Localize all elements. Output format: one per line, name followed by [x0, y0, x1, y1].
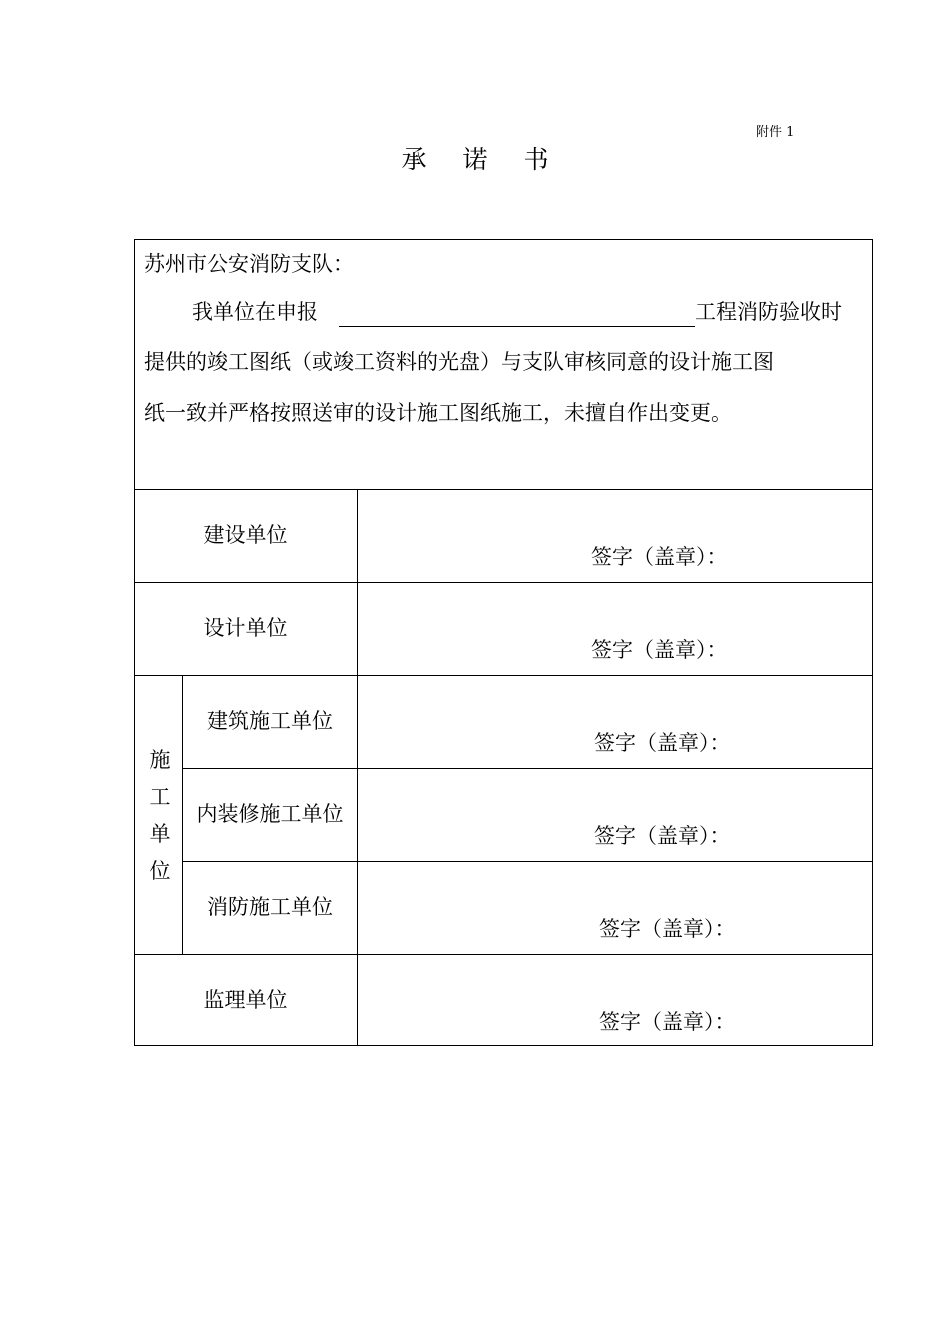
row-divider	[134, 954, 873, 955]
letter-line-1-start: 我单位在申报	[192, 300, 318, 324]
title-char: 承	[401, 145, 427, 174]
row-divider	[134, 489, 873, 490]
signature-field[interactable]: 签字（盖章）：	[591, 545, 728, 569]
row-label-fire-contractor: 消防施工单位	[207, 895, 333, 919]
signature-field[interactable]: 签字（盖章）：	[594, 731, 731, 755]
row-divider	[134, 582, 873, 583]
group-label-char: 施	[149, 748, 171, 772]
project-name-blank	[339, 326, 695, 327]
row-divider	[183, 861, 873, 862]
signature-field[interactable]: 签字（盖章）：	[591, 638, 728, 662]
row-divider	[183, 768, 873, 769]
row-label-construction-unit: 建设单位	[203, 523, 288, 547]
letter-line-2: 提供的竣工图纸（或竣工资料的光盘）与支队审核同意的设计施工图	[144, 350, 774, 374]
group-label-construction	[148, 742, 172, 890]
group-label-char: 工	[149, 785, 171, 809]
row-label-supervision-unit: 监理单位	[203, 988, 288, 1012]
column-divider	[357, 489, 358, 1046]
title-char: 诺	[462, 145, 488, 174]
row-label-interior-contractor: 内装修施工单位	[196, 802, 344, 826]
page-title	[0, 140, 950, 176]
attachment-label: 附件 1	[756, 125, 795, 140]
signature-field[interactable]: 签字（盖章）：	[599, 917, 736, 941]
letter-line-3: 纸一致并严格按照送审的设计施工图纸施工，未擅自作出变更。	[144, 401, 732, 425]
salutation: 苏州市公安消防支队：	[144, 252, 354, 276]
signature-field[interactable]: 签字（盖章）：	[599, 1010, 736, 1034]
row-label-building-contractor: 建筑施工单位	[207, 709, 333, 733]
row-divider	[134, 675, 873, 676]
group-label-char: 位	[149, 859, 171, 883]
signature-field[interactable]: 签字（盖章）：	[594, 824, 731, 848]
row-label-design-unit: 设计单位	[203, 616, 288, 640]
group-label-char: 单	[149, 822, 171, 846]
letter-line-1-end: 工程消防验收时	[695, 300, 842, 324]
title-char: 书	[523, 145, 549, 174]
